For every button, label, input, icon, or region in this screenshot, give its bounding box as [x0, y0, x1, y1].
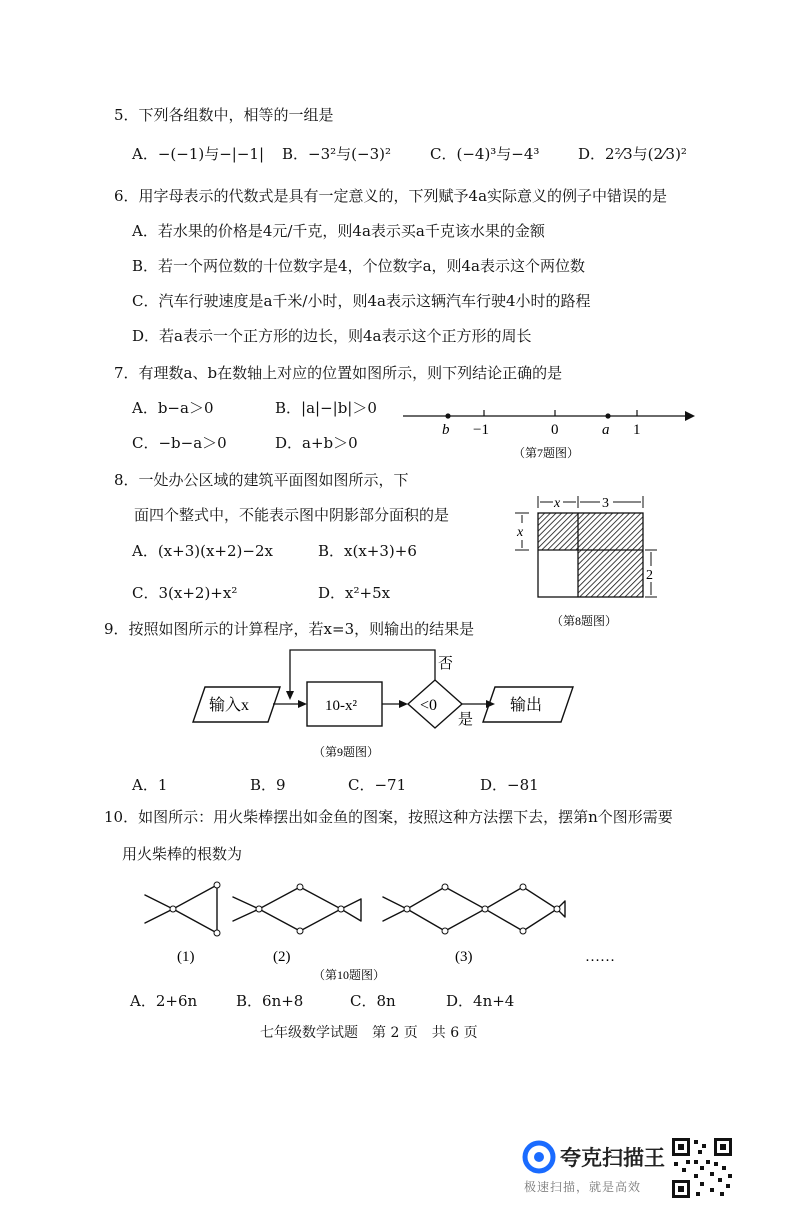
flow-yes-label: 是 [458, 712, 474, 728]
label-top-3: 3 [602, 496, 609, 511]
q6-stem: 6．用字母表示的代数式是具有一定意义的，下列赋予4a实际意义的例子中错误的是 [114, 187, 668, 205]
fig-label-2: (2) [273, 949, 291, 965]
q7-option-a: A．b−a＞0 [132, 399, 214, 417]
q7-option-c: C．−b−a＞0 [132, 434, 227, 452]
fig-label-1: (1) [177, 949, 195, 965]
q9-caption: （第9题图） [313, 745, 380, 759]
floor-plan-figure [505, 490, 675, 638]
flow-input-label: 输入x [209, 697, 250, 714]
q5-stem: 5．下列各组数中，相等的一组是 [114, 106, 334, 124]
q8-stem-line1: 8．一处办公区域的建筑平面图如图所示，下 [114, 471, 409, 489]
label-top-x: x [554, 496, 561, 511]
point-b [445, 413, 450, 418]
label-a: a [602, 422, 610, 438]
q5-option-d: D．2²⁄3与(2⁄3)² [578, 145, 687, 163]
page-footer: 七年级数学试题 第 2 页 共 6 页 [260, 1025, 478, 1041]
q10-stem-line1: 10．如图所示：用火柴棒摆出如金鱼的图案，按照这种方法摆下去，摆第n个图形需要 [104, 808, 673, 826]
shaded-bottom-right-region [578, 550, 643, 597]
scanner-logo-icon [522, 1140, 556, 1174]
flow-no-label: 否 [438, 656, 454, 672]
q10-option-c: C．8n [350, 992, 396, 1010]
q9-stem: 9．按照如图所示的计算程序，若x=3，则输出的结果是 [104, 620, 475, 638]
q7-option-d: D．a+b＞0 [275, 434, 358, 452]
q5-option-c: C．(−4)³与−4³ [430, 145, 540, 163]
matchstick-figure [135, 865, 645, 985]
q10-stem-line2: 用火柴棒的根数为 [122, 845, 243, 863]
q7-caption: （第7题图） [513, 446, 580, 460]
q10-option-b: B．6n+8 [236, 992, 304, 1010]
shaded-top-region [538, 513, 643, 550]
fig-label-3: (3) [455, 949, 473, 965]
q10-caption: （第10题图） [313, 968, 386, 982]
q6-option-c: C．汽车行驶速度是a千米/小时，则4a表示这辆汽车行驶4小时的路程 [132, 292, 591, 310]
point-a [605, 413, 610, 418]
q10-option-a: A．2+6n [130, 992, 198, 1010]
label-1: 1 [633, 422, 641, 438]
q6-option-d: D．若a表示一个正方形的边长，则4a表示这个正方形的周长 [132, 327, 532, 345]
q8-caption: （第8题图） [551, 614, 618, 628]
scanner-watermark [522, 1140, 734, 1196]
label-right-2: 2 [646, 568, 653, 583]
flowchart-figure [185, 640, 575, 765]
q9-option-b: B．9 [250, 776, 286, 794]
q10-option-d: D．4n+4 [446, 992, 515, 1010]
q9-option-c: C．−71 [348, 776, 407, 794]
q6-option-b: B．若一个两位数的十位数字是4，个位数字a，则4a表示这个两位数 [132, 257, 585, 275]
flow-process-label: 10-x² [325, 698, 357, 714]
fig-label-ellipsis: …… [585, 949, 615, 965]
flow-output-label: 输出 [510, 697, 543, 714]
flow-decision-label: <0 [420, 697, 438, 714]
number-line-figure [395, 398, 705, 468]
q7-stem: 7．有理数a、b在数轴上对应的位置如图所示，则下列结论正确的是 [114, 364, 563, 382]
q8-option-b: B．x(x+3)+6 [318, 542, 417, 560]
q5-option-b: B．−3²与(−3)² [282, 145, 391, 163]
q9-option-a: A．1 [132, 776, 168, 794]
q5-option-a: A．−(−1)与−|−1| [132, 145, 265, 163]
number-line-arrow [685, 411, 695, 421]
label-0: 0 [551, 422, 559, 438]
flow-loop-line [290, 650, 435, 697]
label-b: b [442, 422, 450, 438]
label-left-x: x [517, 525, 524, 540]
q7-option-b: B．|a|−|b|＞0 [275, 399, 377, 417]
q8-stem-line2: 面四个整式中，不能表示图中阴影部分面积的是 [134, 506, 450, 524]
fish-pattern-1 [145, 885, 217, 933]
watermark-slogan: 极速扫描，就是高效 [524, 1180, 642, 1194]
q6-option-a: A．若水果的价格是4元/千克，则4a表示买a千克该水果的金额 [132, 222, 545, 240]
q8-option-c: C．3(x+2)+x² [132, 584, 238, 602]
watermark-brand: 夸克扫描王 [560, 1146, 665, 1170]
qr-code-icon [670, 1136, 734, 1200]
label-minus-1: −1 [473, 422, 489, 438]
q8-option-a: A．(x+3)(x+2)−2x [132, 542, 273, 560]
q9-option-d: D．−81 [480, 776, 539, 794]
q8-option-d: D．x²+5x [318, 584, 391, 602]
